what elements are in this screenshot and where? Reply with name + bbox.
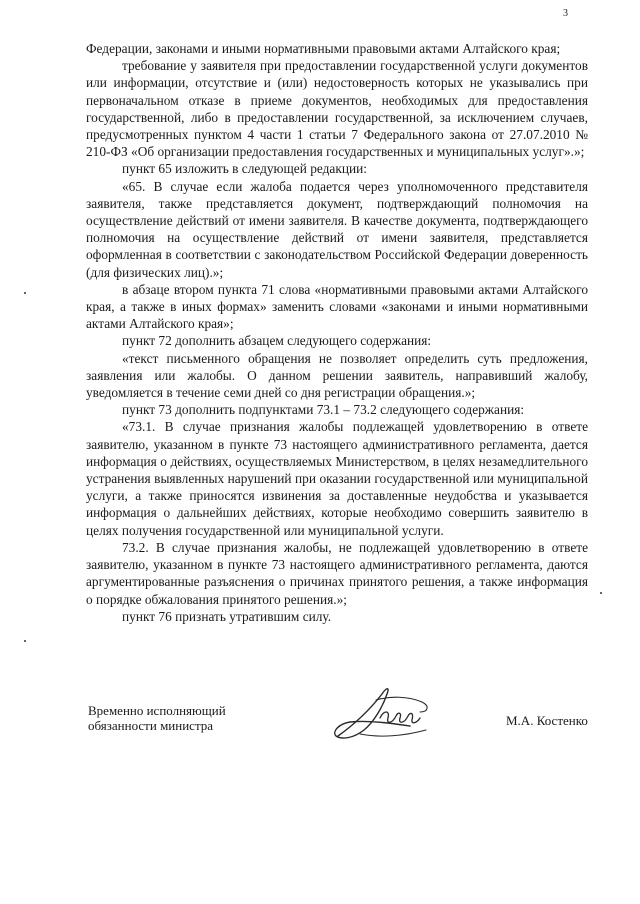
- page-number: 3: [563, 8, 568, 19]
- handwritten-signature: [330, 678, 438, 744]
- signatory-title-line-1: Временно исполняющий: [88, 703, 226, 718]
- paragraph-item-73-2: 73.2. В случае признания жалобы, не подлежащей удовлетворению в ответе заявителю, указанном в пункте 73 настоящего административного регламента, даются аргументированные разъяснения о причинах принятого решения, а также информация о порядке обжалования принятого решения.»;: [86, 539, 588, 607]
- paragraph-item-65-intro: пункт 65 изложить в следующей редакции:: [122, 161, 367, 177]
- scan-speck: [600, 592, 602, 594]
- signatory-title-line-2: обязанности министра: [88, 718, 214, 733]
- paragraph-item-73-intro: пункт 73 дополнить подпунктами 73.1 – 73.2 следующего содержания:: [122, 402, 525, 418]
- paragraph-requirement: требование у заявителя при предоставлении государственной услуги документов или информации, отсутствие и (или) недостоверность которых не указывались при первоначальном отказе в приеме документов, необходимых для предоставления государственной, либо в предоставлении государственной, за исключением случаев, предусмотренных пунктом 4 части 1 статьи 7 Федерального закона от 27.07.2010 № 210-ФЗ «Об организации предоставления государственных и муниципальных услуг».»;: [86, 58, 588, 160]
- paragraph-item-71: в абзаце втором пункта 71 слова «нормативными правовыми актами Алтайского края, а также в иных формах» заменить словами «законами и иными нормативными актами Алтайского края»;: [86, 281, 588, 332]
- scan-speck: [24, 292, 26, 294]
- paragraph-item-72-text: «текст письменного обращения не позволяет определить суть предложения, заявления или жалобы. О данном решении заявитель, направивший жалобу, уведомляется в течение семи дней со дня регистрации обращения.»;: [86, 350, 588, 401]
- paragraph-item-73-1: «73.1. В случае признания жалобы подлежащей удовлетворению в ответе заявителю, указанном в пункте 73 настоящего административного регламента, дается информация о действиях, осуществляемых Министерством, в целях незамедлительного устранения выявленных нарушений при оказании государственной или муниципальной услуги, а также приносятся извинения за доставленные неудобства и указывается информация о дальнейших действиях, которые необходимо совершить заявителю в целях получения государственной или муниципальной услуги.: [86, 419, 588, 538]
- signatory-title: [88, 703, 226, 733]
- signatory-name: М.А. Костенко: [506, 713, 588, 728]
- scan-speck: [24, 640, 26, 642]
- paragraph-item-76: пункт 76 признать утратившим силу.: [122, 608, 332, 624]
- paragraph-item-65-text: «65. В случае если жалоба подается через уполномоченного представителя заявителя, также представляется документ, подтверждающий полномочия на осуществление действий от имени заявителя. В качестве документа, подтверждающего полномочия на осуществление действий от имени заявителя, представляется оформленная в соответствии с законодательством Российской Федерации доверенность (для физических лиц).»;: [86, 178, 588, 280]
- paragraph-item-72-intro: пункт 72 дополнить абзацем следующего содержания:: [122, 333, 432, 349]
- paragraph-continuation: Федерации, законами и иными нормативными правовыми актами Алтайского края;: [86, 41, 561, 56]
- document-body: [86, 40, 588, 625]
